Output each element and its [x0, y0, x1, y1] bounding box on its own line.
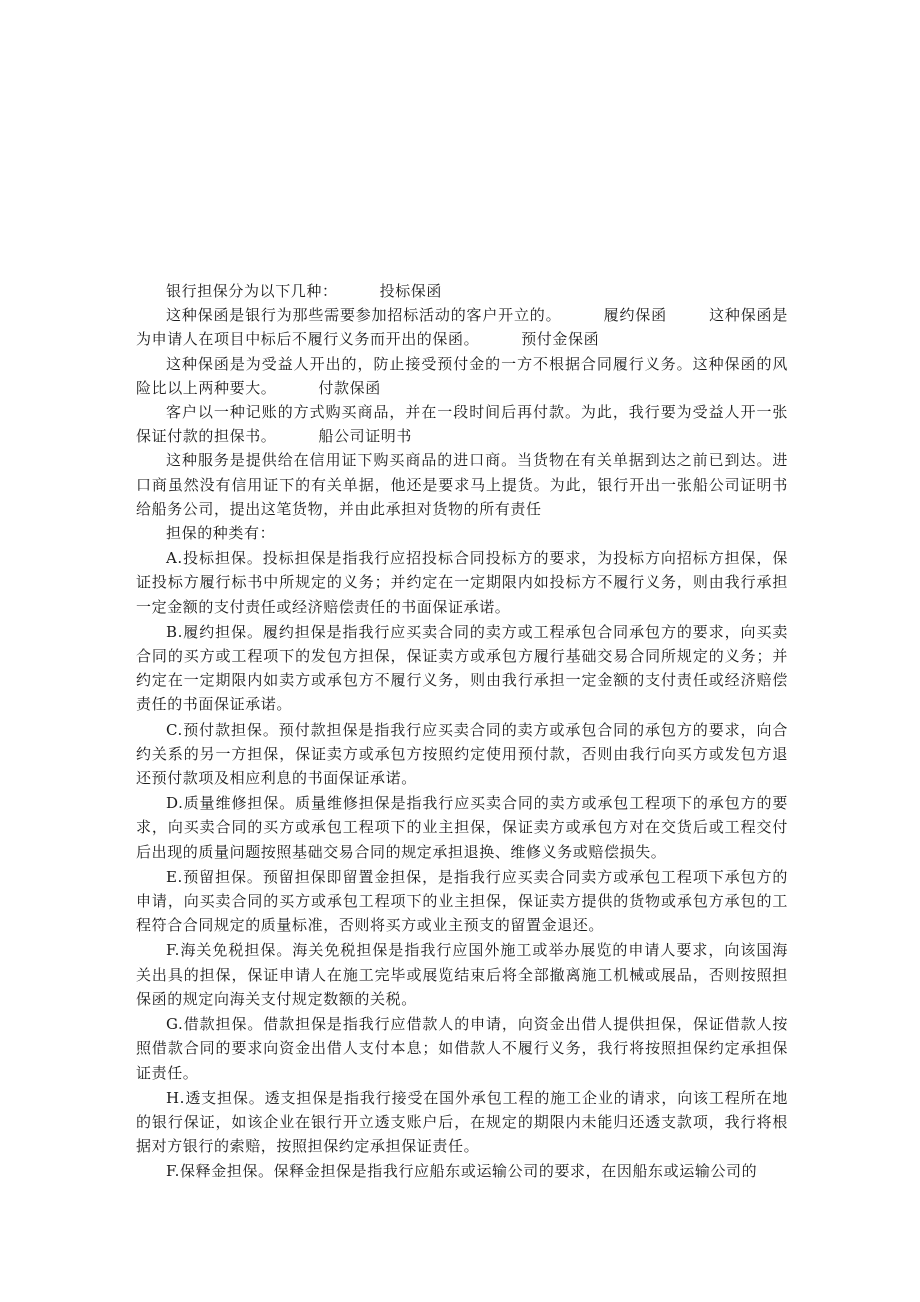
type-paragraph-c: C.预付款担保。预付款担保是指我行应买卖合同的卖方或承包合同的承包方的要求，向合约关系的另一方担保，保证卖方或承包方按照约定使用预付款，否则由我行向买方或发包方退还预付款项及相应利息的书面保证承诺。: [136, 720, 788, 788]
guarantee-type-bid-bond: 投标保函: [379, 282, 443, 300]
guarantee-type-payment-bond: 付款保函: [318, 378, 381, 397]
intro-text-3: 这种保函是为受益人开出的，防止接受预付金的一方不根据合同履行义务。这种保函的风险比以上两种要大。: [136, 354, 788, 397]
guarantee-type-shipping-guarantee: 船公司证明书: [318, 427, 413, 446]
intro-paragraph-1: [136, 279, 788, 303]
intro-paragraph-4: [136, 400, 788, 448]
type-paragraph-d: D.质量维修担保。质量维修担保是指我行应买卖合同的卖方或承包工程项下的承包方的要求，向买卖合同的买方或承包工程项下的业主担保，保证卖方或承包方对在交货后或工程交付后出现的质量问题按照基础交易合同的规定承担退换、维修义务或赔偿损失。: [136, 794, 788, 861]
intro-paragraph-3: [136, 352, 788, 400]
type-paragraph-h: H.透支担保。透支担保是指我行接受在国外承包工程的施工企业的请求，向该工程所在地的银行保证，如该企业在银行开立透支账户后，在规定的期限内未能归还透支款项，我行将根据对方银行的索赔，按照担保约定承担保证责任。: [136, 1088, 788, 1156]
guarantee-type-advance-payment-bond: 预付金保函: [521, 330, 600, 349]
guarantee-type-performance-bond: 履约保函: [603, 306, 667, 325]
type-paragraph-a: A.投标担保。投标担保是指我行应招投标合同投标方的要求，为投标方向招标方担保，保证投标方履行标书中所规定的义务；并约定在一定期限内如投标方不履行义务，则由我行承担一定金额的支付责任或经济赔偿责任的书面保证承诺。: [136, 549, 788, 616]
type-paragraph-f: F.海关免税担保。海关免税担保是指我行应国外施工或举办展览的申请人要求，向该国海关出具的担保，保证申请人在施工完毕或展览结束后将全部撤离施工机械或展品，否则按照担保函的规定向海关支付规定数额的关税。: [136, 941, 788, 1008]
type-paragraph-g: G.借款担保。借款担保是指我行应借款人的申请，向资金出借人提供担保，保证借款人按照借款合同的要求向资金出借人支付本息；如借款人不履行义务，我行将按照担保约定承担保证责任。: [136, 1015, 788, 1082]
type-paragraph-b: B.履约担保。履约担保是指我行应买卖合同的卖方或工程承包合同承包方的要求，向买卖合同的买方或工程项下的发包方担保，保证卖方或承包方履行基础交易合同所规定的义务；并约定在一定期限内如卖方或承包方不履行义务，则由我行承担一定金额的支付责任或经济赔偿责任的书面保证承诺。: [136, 622, 788, 714]
intro-text-2: 这种保函是银行为那些需要参加招标活动的客户开立的。: [166, 306, 562, 325]
type-paragraph-e: E.预留担保。预留担保即留置金担保，是指我行应买卖合同卖方或承包工程项下承包方的申请，向买卖合同的买方或承包工程项下的业主担保，保证卖方提供的货物或承包方承包的工程符合合同规定的质量标准，否则将买方或业主预支的留置金退还。: [136, 867, 788, 935]
types-heading: 担保的种类有：: [166, 524, 276, 543]
intro-text-4: 客户以一种记账的方式购买商品，并在一段时间后再付款。为此，我行要为受益人开一张保证付款的担保书。: [136, 403, 788, 446]
intro-text-1: 银行担保分为以下几种：: [166, 282, 338, 300]
type-paragraph-bail: F.保释金担保。保释金担保是指我行应船东或运输公司的要求，在因船东或运输公司的: [166, 1162, 758, 1181]
intro-paragraph-2: [136, 303, 788, 351]
intro-paragraph-5: 这种服务是提供给在信用证下购买商品的进口商。当货物在有关单据到达之前已到达。进口商虽然没有信用证下的有关单据，他还是要求马上提货。为此，银行开出一张船公司证明书给船务公司，提出这笔货物，并由此承担对货物的所有责任: [136, 451, 788, 518]
intro-text-2b: 这种保函是为申请人在项目中标后不履行义务而开出的保函。: [136, 306, 788, 349]
document-body: [136, 279, 788, 1184]
